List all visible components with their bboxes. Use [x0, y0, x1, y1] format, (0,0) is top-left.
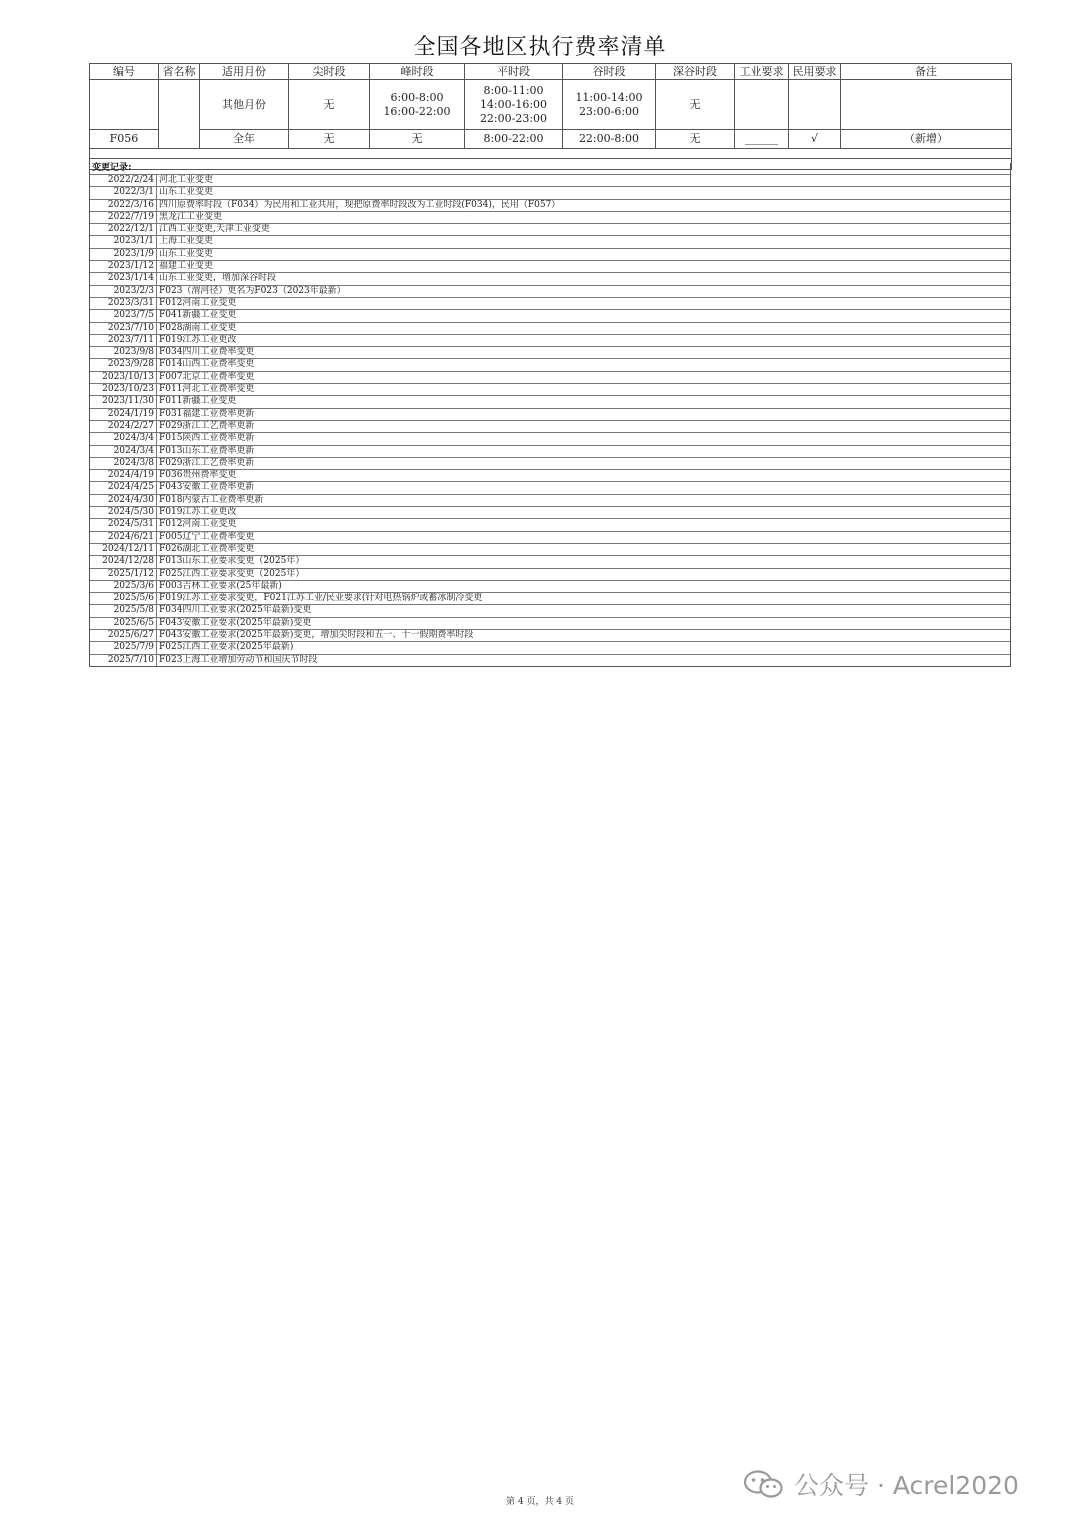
change-description: 黑龙江工业变更 — [159, 211, 223, 222]
page-title: 全国各地区执行费率清单 — [413, 35, 667, 60]
cell-months: 全年 — [200, 130, 289, 149]
change-date: 2025/7/9 — [90, 642, 157, 653]
cell-flat: 8:00-11:00 14:00-16:00 22:00-23:00 — [465, 80, 563, 130]
cell-peak: 6:00-8:00 16:00-22:00 — [370, 80, 465, 130]
change-date: 2023/10/23 — [90, 384, 157, 395]
header-valley: 谷时段 — [563, 64, 656, 80]
change-description: F023上海工业增加劳动节和国庆节时段 — [159, 654, 318, 665]
change-date: 2023/1/12 — [90, 261, 157, 272]
change-description: F026湖北工业费率变更 — [159, 543, 255, 554]
list-item — [90, 335, 1010, 347]
change-date: 2024/6/21 — [90, 532, 157, 543]
watermark — [742, 1466, 1019, 1502]
header-peak: 峰时段 — [370, 64, 465, 80]
list-item — [90, 273, 1010, 285]
change-description: F019江苏工业更改 — [159, 334, 237, 345]
list-item — [90, 409, 1010, 421]
change-date: 2023/7/11 — [90, 335, 157, 346]
tariff-table — [89, 63, 1012, 170]
change-description: 江西工业变更,天津工业变更 — [159, 224, 270, 235]
change-date: 2024/4/30 — [90, 495, 157, 506]
change-date: 2025/5/6 — [90, 593, 157, 604]
change-date: 2022/2/24 — [90, 175, 157, 186]
change-description: F029浙江工艺费率更新 — [159, 420, 255, 431]
change-date: 2024/2/27 — [90, 421, 157, 432]
cell-deep-valley: 无 — [656, 130, 735, 149]
change-description: F019江苏工业要求变更，F021江苏工业/民业要求(针对电热锅炉或蓄冰制冷变更 — [159, 593, 483, 604]
change-description: F005辽宁工业费率变更 — [159, 531, 255, 542]
list-item — [90, 458, 1010, 470]
list-item — [90, 446, 1010, 458]
change-description: F028湖南工业变更 — [159, 322, 237, 333]
change-date: 2023/7/5 — [90, 310, 157, 321]
cell-remark: （新增） — [841, 130, 1012, 149]
list-item — [90, 310, 1010, 322]
cell-deep-valley: 无 — [656, 80, 735, 130]
header-flat: 平时段 — [465, 64, 563, 80]
list-item — [90, 200, 1010, 212]
list-item — [90, 544, 1010, 556]
change-description: F012河南工业变更 — [159, 519, 237, 530]
blank-row — [90, 149, 1012, 159]
list-item — [90, 372, 1010, 384]
cell-sharp: 无 — [289, 130, 370, 149]
change-description: F031福建工业费率更新 — [159, 408, 255, 419]
change-date: 2024/12/11 — [90, 544, 157, 555]
change-date: 2023/9/28 — [90, 359, 157, 370]
change-date: 2023/7/10 — [90, 323, 157, 334]
list-item — [90, 470, 1010, 482]
change-log-rows — [90, 175, 1010, 666]
change-description: F043安徽工业要求(2025年最新)变更，增加尖时段和五一、十一假期费率时段 — [159, 629, 474, 640]
change-description: 四川原费率时段（F034）为民用和工业共用，现把原费率时段改为工业时段(F034)，民用（F057） — [159, 199, 561, 210]
change-description: 山东工业变更 — [159, 248, 214, 259]
change-description: F011新疆工业变更 — [159, 396, 237, 407]
list-item — [90, 507, 1010, 519]
change-description: 上海工业变更 — [159, 236, 214, 247]
change-description: F003吉林工业要求(25年最新) — [159, 580, 282, 591]
list-item — [90, 482, 1010, 494]
list-item — [90, 396, 1010, 408]
table-row — [90, 80, 1012, 130]
list-item — [90, 212, 1010, 224]
list-item — [90, 630, 1010, 642]
list-item — [90, 519, 1010, 531]
change-date: 2023/2/3 — [90, 286, 157, 297]
watermark-text: 公众号 · Acrel2020 — [794, 1471, 1019, 1500]
list-item — [90, 298, 1010, 310]
change-date: 2022/3/1 — [90, 187, 157, 198]
list-item — [90, 187, 1010, 199]
change-description: F015陕西工业费率更新 — [159, 433, 255, 444]
change-date: 2025/1/12 — [90, 569, 157, 580]
header-remark: 备注 — [841, 64, 1012, 80]
change-description: F019江苏工业更改 — [159, 507, 237, 518]
list-item — [90, 224, 1010, 236]
change-description: F013山东工业要求变更（2025年） — [159, 556, 305, 567]
change-date: 2024/1/19 — [90, 409, 157, 420]
list-item — [90, 593, 1010, 605]
change-date: 2025/6/27 — [90, 630, 157, 641]
list-item — [90, 581, 1010, 593]
list-item — [90, 532, 1010, 544]
change-date: 2025/3/6 — [90, 581, 157, 592]
change-description: F012河南工业变更 — [159, 297, 237, 308]
list-item — [90, 655, 1010, 666]
change-date: 2023/9/8 — [90, 347, 157, 358]
change-date: 2024/3/4 — [90, 433, 157, 444]
wechat-icon — [742, 1469, 784, 1499]
cell-id: F056 — [90, 130, 159, 149]
header-civil: 民用要求 — [789, 64, 841, 80]
change-date: 2024/5/30 — [90, 507, 157, 518]
cell-months: 其他月份 — [200, 80, 289, 130]
list-item — [90, 605, 1010, 617]
cell-remark — [841, 80, 1012, 130]
cell-industrial: ______ — [735, 130, 789, 149]
cell-civil: √ — [789, 130, 841, 149]
list-item — [90, 642, 1010, 654]
cell-civil — [789, 80, 841, 130]
header-deep-valley: 深谷时段 — [656, 64, 735, 80]
change-log — [89, 163, 1011, 667]
change-date: 2023/11/30 — [90, 396, 157, 407]
cell-flat: 8:00-22:00 — [465, 130, 563, 149]
header-province: 省名称 — [159, 64, 200, 80]
change-date: 2025/5/8 — [90, 605, 157, 616]
change-date: 2022/7/19 — [90, 212, 157, 223]
change-date: 2024/3/4 — [90, 446, 157, 457]
table-header-row — [90, 64, 1012, 80]
change-date: 2024/4/25 — [90, 482, 157, 493]
list-item — [90, 421, 1010, 433]
list-item — [90, 495, 1010, 507]
cell-sharp: 无 — [289, 80, 370, 130]
change-description: 山东工业变更，增加深谷时段 — [159, 273, 277, 284]
header-industrial: 工业要求 — [735, 64, 789, 80]
list-item — [90, 384, 1010, 396]
change-description: F025江西工业要求(2025年最新) — [159, 642, 294, 653]
cell-id — [90, 80, 159, 130]
change-date: 2023/3/31 — [90, 298, 157, 309]
change-date: 2023/1/9 — [90, 249, 157, 260]
list-item — [90, 236, 1010, 248]
cell-province — [159, 80, 200, 149]
list-item — [90, 323, 1010, 335]
change-description: F025江西工业要求变更（2025年） — [159, 568, 305, 579]
change-description: F014山西工业费率变更 — [159, 359, 255, 370]
change-date: 2022/3/16 — [90, 200, 157, 211]
list-item — [90, 556, 1010, 568]
change-description: F043安徽工业费率更新 — [159, 482, 255, 493]
change-description: F013山东工业费率更新 — [159, 445, 255, 456]
page-footer: 第 4 页，共 4 页 — [506, 1497, 574, 1507]
cell-valley: 11:00-14:00 23:00-6:00 — [563, 80, 656, 130]
list-item — [90, 261, 1010, 273]
change-log-heading: 变更记录: — [90, 163, 1010, 175]
change-date: 2024/3/8 — [90, 458, 157, 469]
change-description: F036贵州费率变更 — [159, 470, 237, 481]
change-description: 河北工业变更 — [159, 175, 214, 185]
change-date: 2025/7/10 — [90, 655, 157, 666]
change-description: F023（渭河径）更名为F023（2023年最新） — [159, 285, 346, 296]
change-description: F034四川工业费率变更 — [159, 347, 255, 358]
cell-peak: 无 — [370, 130, 465, 149]
cell-industrial — [735, 80, 789, 130]
change-description: F007北京工业费率变更 — [159, 371, 255, 382]
change-date: 2024/5/31 — [90, 519, 157, 530]
list-item — [90, 569, 1010, 581]
header-id: 编号 — [90, 64, 159, 80]
change-date: 2024/12/28 — [90, 556, 157, 567]
list-item — [90, 175, 1010, 187]
change-date: 2023/1/1 — [90, 236, 157, 247]
change-description: F018内蒙古工业费率更新 — [159, 494, 264, 505]
list-item — [90, 286, 1010, 298]
list-item — [90, 359, 1010, 371]
change-date: 2023/1/14 — [90, 273, 157, 284]
table-row — [90, 130, 1012, 149]
list-item — [90, 249, 1010, 261]
change-description: F034四川工业要求(2025年最新)变更 — [159, 605, 312, 616]
change-description: F011河北工业费率变更 — [159, 384, 255, 395]
change-description: 山东工业变更 — [159, 187, 214, 198]
header-sharp: 尖时段 — [289, 64, 370, 80]
change-date: 2023/10/13 — [90, 372, 157, 383]
change-date: 2025/6/5 — [90, 618, 157, 629]
list-item — [90, 433, 1010, 445]
change-description: F041新疆工业变更 — [159, 310, 237, 321]
change-date: 2022/12/1 — [90, 224, 157, 235]
cell-valley: 22:00-8:00 — [563, 130, 656, 149]
header-months: 适用月份 — [200, 64, 289, 80]
change-description: 福建工业变更 — [159, 261, 214, 272]
list-item — [90, 347, 1010, 359]
change-description: F029浙江工艺费率更新 — [159, 457, 255, 468]
change-date: 2024/4/19 — [90, 470, 157, 481]
list-item — [90, 618, 1010, 630]
change-description: F043安徽工业要求(2025年最新)变更 — [159, 617, 312, 628]
